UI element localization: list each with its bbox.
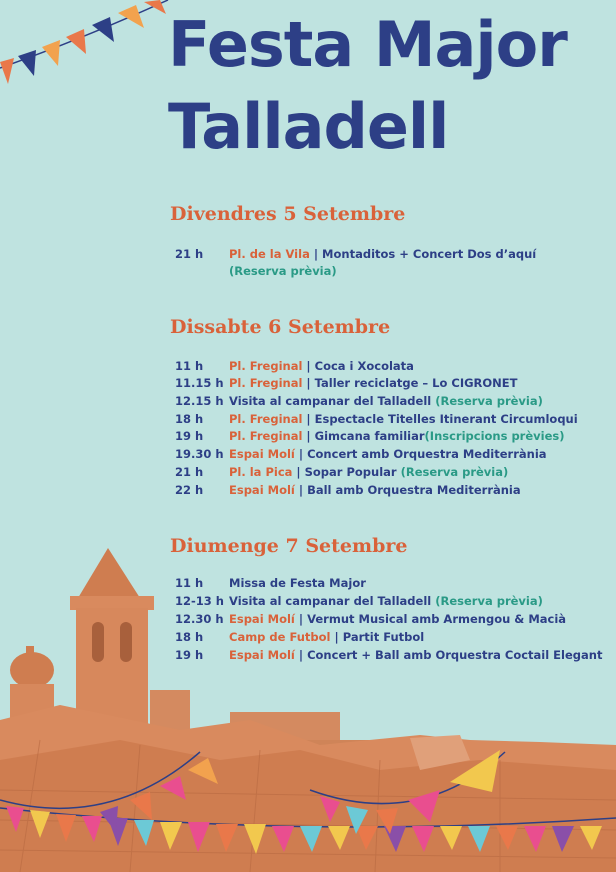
event-row [175,446,547,463]
event-row [175,482,521,499]
event-row [175,411,578,428]
event-separator: | [302,429,315,443]
event-row [175,464,508,481]
event-note: (Inscripcions prèvies) [424,429,565,443]
event-place: Espai Molí [229,612,295,626]
event-separator: | [309,247,323,261]
event-time: 12-13 h [175,594,224,608]
event-note: (Reserva prèvia) [435,394,543,408]
event-place: Espai Molí [229,447,295,461]
event-description: Gimcana familiar [314,429,425,443]
event-time: 22 h [175,483,204,497]
event-row [175,393,543,410]
event-separator: | [292,465,305,479]
day-heading-friday: Divendres 5 Setembre [170,203,406,225]
poster-title-line2: Talladell [168,90,449,163]
event-row [175,358,414,375]
event-separator: | [294,612,308,626]
event-place: Pl. Freginal [229,412,303,426]
event-description: Ball amb Orquestra Mediterrània [307,483,521,497]
event-time: 18 h [175,630,204,644]
event-note: (Reserva prèvia) [435,594,543,608]
event-description: Concert amb Orquestra Mediterrània [307,447,547,461]
event-row [175,629,424,646]
event-place: Espai Molí [229,648,295,662]
event-time: 21 h [175,465,204,479]
event-note: (Reserva prèvia) [229,264,337,278]
event-separator: | [302,412,315,426]
event-time: 11 h [175,576,204,590]
event-time: 11.15 h [175,376,224,390]
event-row [175,647,602,664]
event-place: Pl. de la Vila [229,247,310,261]
event-separator: | [302,359,315,373]
event-row [175,575,366,592]
event-place: Camp de Futbol [229,630,331,644]
event-separator: | [294,483,308,497]
event-separator: | [294,447,308,461]
top-bunting-icon [0,0,168,84]
event-time: 18 h [175,412,204,426]
event-description: Visita al campanar del Talladell [229,594,436,608]
event-time: 12.30 h [175,612,224,626]
event-place: Pl. la Pica [229,465,293,479]
event-note: (Reserva prèvia) [400,465,509,479]
event-time: 19 h [175,648,204,662]
event-description: Missa de Festa Major [229,576,366,590]
event-description: Sopar Popular [304,465,401,479]
event-separator: | [330,630,343,644]
poster-title-line1: Festa Major [168,8,567,81]
event-separator: | [294,648,308,662]
event-time: 12.15 h [175,394,224,408]
event-time: 11 h [175,359,204,373]
event-description: Partit Futbol [342,630,425,644]
event-description: Espectacle Titelles Itinerant Circumloqui [314,412,578,426]
event-time: 19 h [175,429,204,443]
event-description: Montaditos + Concert Dos d’aquí [322,247,537,261]
event-place: Pl. Freginal [229,376,303,390]
event-description: Visita al campanar del Talladell [229,394,436,408]
event-row [175,611,566,628]
event-separator: | [302,376,315,390]
event-row [175,593,543,610]
event-place: Pl. Freginal [229,429,303,443]
day-heading-sunday: Diumenge 7 Setembre [170,535,408,557]
event-place: Pl. Freginal [229,359,303,373]
event-description: Coca i Xocolata [314,359,414,373]
event-place: Espai Molí [229,483,295,497]
event-row [175,428,565,445]
event-description: Vermut Musical amb Armengou & Macià [307,612,567,626]
event-row [175,246,536,263]
event-description: Taller reciclatge – Lo CIGRONET [314,376,518,390]
event-row [175,375,518,392]
event-time: 19.30 h [175,447,224,461]
event-time: 21 h [175,247,204,261]
day-heading-saturday: Dissabte 6 Setembre [170,316,391,338]
event-description: Concert + Ball amb Orquestra Coctail Elegant [307,648,603,662]
